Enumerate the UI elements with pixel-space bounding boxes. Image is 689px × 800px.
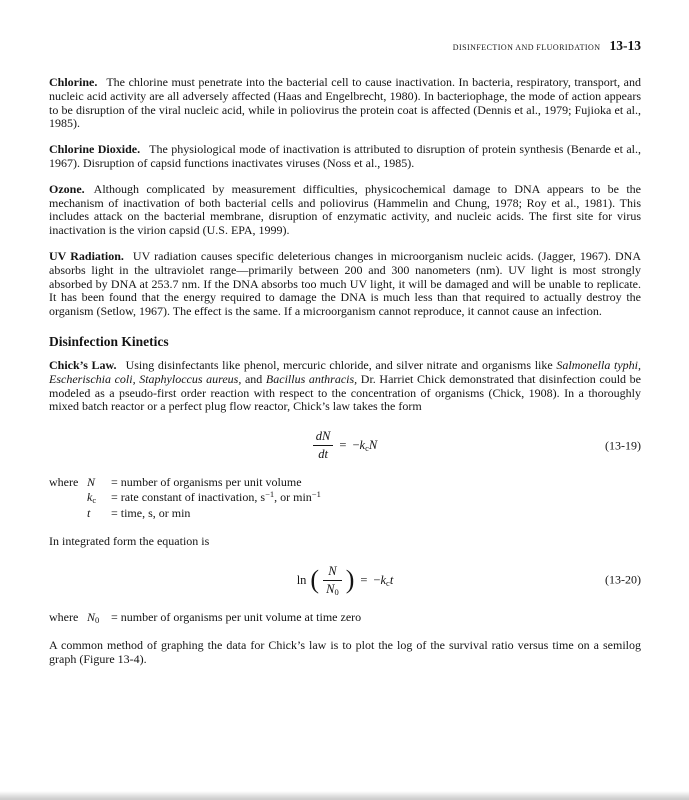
chicks-law-body-3: Dr. Harriet Chick demonstrated that disinfection could be modeled as a pseudo-first order reaction with respect to the concentration of organisms (Chick, 1908). In a thoroughly mixed batch reactor or a perfect plug flow reactor, Chick’s law takes the form <box>49 371 641 414</box>
symbol-k-subscript: c <box>92 495 97 506</box>
eq2-variable-t: t <box>389 572 394 587</box>
symbol-n <box>87 475 111 490</box>
symbol-n0-var: N <box>87 609 96 624</box>
eq2-ln-function: ln <box>296 572 307 587</box>
eq2-denominator-n: N <box>326 581 335 596</box>
symbol-n-var: N <box>87 475 96 490</box>
section-heading-disinfection-kinetics: Disinfection Kinetics <box>49 333 169 349</box>
close-paren: ) <box>345 565 355 594</box>
uv-radiation-body: UV radiation causes specific deleterious changes in microorganism nucleic acids. (Jagger, 1967). DNA absorbs light in the ultraviolet range—primarily between 200 and 300 nanometers (nm). UV light is most strongly absorbed by DNA at 253.7 nm. If the DNA absorbs too much UV light, it will be damaged and will be unable to replicate. It has been found that the energy required to damage the DNA is much less than that required to actually destroy the organism (Setlow, 1967). The effect is the same. If a microorganism cannot reproduce, it cannot cause an infection. <box>49 248 641 319</box>
where-line-k <box>49 490 641 505</box>
where-prefix: where <box>49 609 79 624</box>
eq1-numerator: dN <box>315 429 331 444</box>
symbol-kc <box>87 490 111 505</box>
chlorine-lead: Chlorine. <box>49 75 98 89</box>
eq1-equals: = <box>339 438 347 453</box>
eq1-minus: − <box>352 438 360 453</box>
paragraph-chlorine-dioxide <box>49 143 641 171</box>
eq2-minus: − <box>373 572 381 587</box>
eq1-denominator: dt <box>318 447 328 462</box>
equation-13-19 <box>49 429 641 462</box>
equation-13-19-body <box>313 429 377 462</box>
chicks-law-body-1: Using disinfectants like phenol, mercuric chloride, and silver nitrate and organisms like <box>125 357 557 372</box>
eq1-k: k <box>359 438 366 453</box>
where-line-t <box>49 506 641 521</box>
definition-kc-text-a: = rate constant of inactivation, s <box>111 490 266 505</box>
paragraph-integrated-intro: In integrated form the equation is <box>49 533 210 548</box>
equation-number-13-20: (13-20) <box>605 572 641 587</box>
eq1-variable-n: N <box>368 438 378 453</box>
where-block-2 <box>49 610 641 625</box>
eq1-rhs <box>352 438 377 453</box>
equation-13-20-body <box>297 564 394 597</box>
paragraph-uv-radiation <box>49 250 641 319</box>
definition-kc-text-b: , or min <box>274 490 312 505</box>
eq2-rhs <box>373 573 393 588</box>
chlorine-dioxide-lead: Chlorine Dioxide. <box>49 142 141 157</box>
eq2-numerator: N <box>328 563 337 578</box>
open-paren: ( <box>310 565 320 594</box>
eq2-k-subscript: c <box>386 577 390 588</box>
ozone-lead: Ozone. <box>49 181 85 196</box>
running-title: DISINFECTION AND FLUORIDATION <box>452 43 601 52</box>
symbol-n0 <box>87 610 111 625</box>
definition-n0: = number of organisms per unit volume at time zero <box>111 609 362 624</box>
species-italic-2: Bacillus anthracis, <box>265 371 358 386</box>
definition-kc-sup-a: −1 <box>265 489 275 500</box>
uv-radiation-lead: UV Radiation. <box>49 248 124 263</box>
where-line-n <box>49 475 641 490</box>
eq2-k: k <box>380 572 387 587</box>
eq2-denominator-sub: 0 <box>334 586 339 597</box>
paragraph-chlorine <box>49 76 641 131</box>
symbol-n0-subscript: 0 <box>95 614 100 625</box>
definition-t: = time, s, or min <box>111 505 191 520</box>
paragraph-ozone <box>49 183 641 238</box>
ozone-body: Although complicated by measurement difficulties, physicochemical damage to DNA appears to be the mechanism of inactivation of both bacterial cells and poliovirus (Hammelin and Chung, 1978; Roy et al., 1981). This includes attack on the bacterial membrane, disruption of enzymatic activity, and nucleic acids. The first site for virus inactivation is the virion capsid (U.S. EPA, 1999). <box>49 181 641 238</box>
symbol-t <box>87 506 111 521</box>
fraction-dn-dt <box>313 429 334 462</box>
where-prefix: where <box>49 475 79 490</box>
chicks-law-body-2: and <box>241 371 266 386</box>
definition-kc-sup-b: −1 <box>311 489 321 500</box>
symbol-k-var: k <box>87 490 93 505</box>
fraction-n-n0 <box>323 564 342 597</box>
page-header <box>49 38 641 54</box>
where-block-1 <box>49 475 641 521</box>
chlorine-dioxide-body: The physiological mode of inactivation is attributed to disruption of protein synthesis (Benarde et al., 1967). Disruption of capsid functions inactivates viruses (Noss et al., 1985). <box>49 142 641 170</box>
paragraph-chicks-law <box>49 359 641 414</box>
paragraph-closing: A common method of graphing the data for Chick’s law is to plot the log of the survival ratio versus time on a semilog graph (Figure 13-4). <box>49 637 641 666</box>
eq1-k-subscript: c <box>365 443 369 454</box>
chlorine-body: The chlorine must penetrate into the bacterial cell to cause inactivation. In bacteria, respiratory, transport, and nucleic acid activity are all adversely affected (Haas and Engelbrecht, 1980). In bacteriophage, the mode of action appears to be disruption of the viral nucleic acid, while in poliovirus the protein coat is affected (Dennis et al., 1979; Fujioka et al., 1985). <box>49 75 641 131</box>
chicks-law-lead: Chick’s Law. <box>49 357 117 372</box>
page-number: 13-13 <box>609 38 641 53</box>
equation-number-13-19: (13-19) <box>605 438 641 453</box>
equation-13-20 <box>49 564 641 597</box>
definition-kc <box>111 490 641 505</box>
definition-n: = number of organisms per unit volume <box>111 475 302 490</box>
eq2-equals: = <box>360 572 368 587</box>
species-italic-1: Salmonella typhi, Escherischia coli, Staphyloccus aureus, <box>49 357 641 386</box>
where-line-n0 <box>49 610 641 625</box>
symbol-t-var: t <box>87 505 91 520</box>
